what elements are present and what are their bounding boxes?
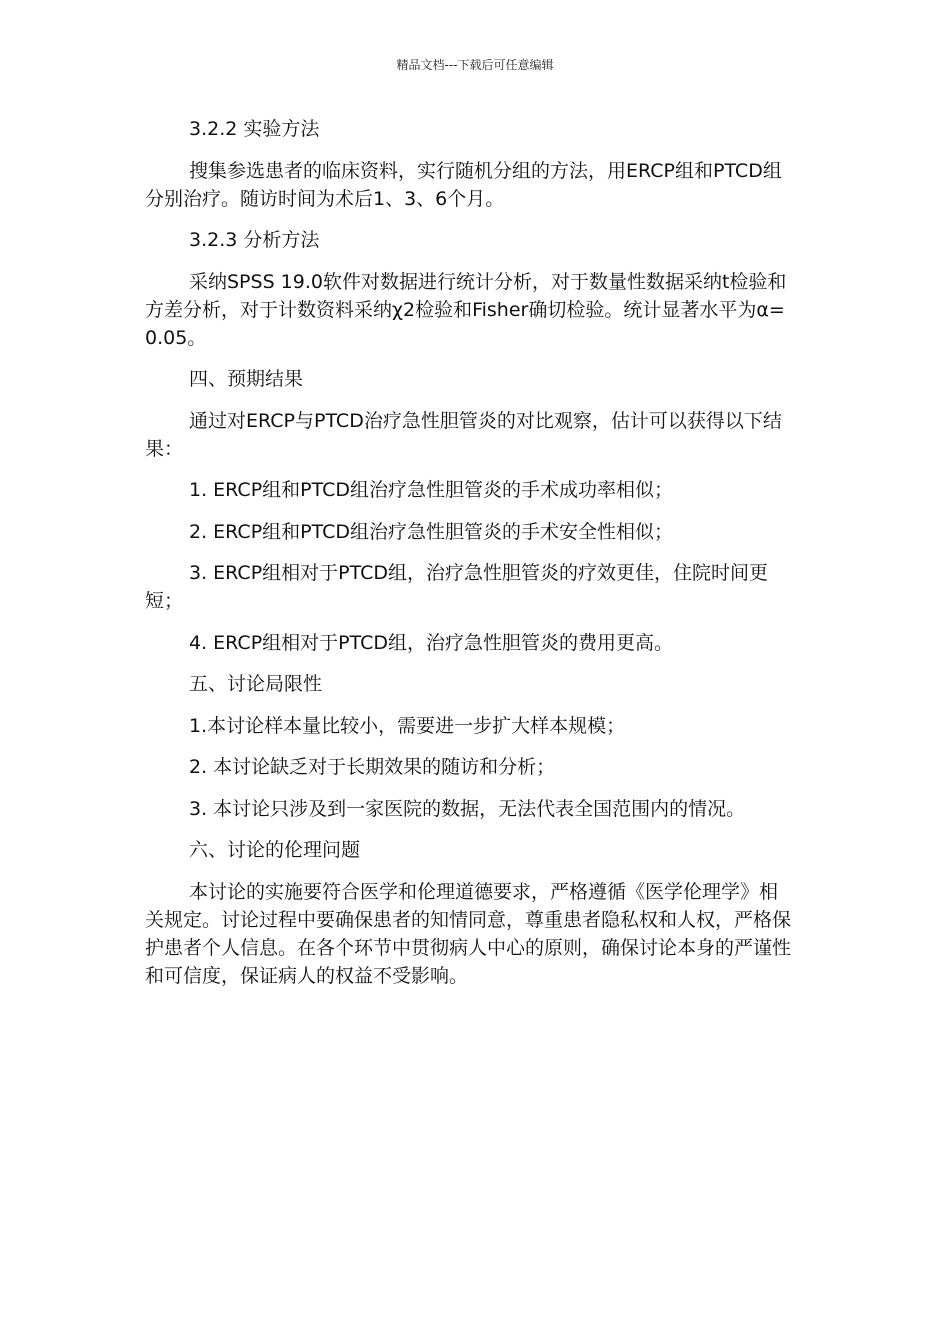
heading-ethics: 六、讨论的伦理问题 bbox=[189, 839, 361, 861]
list-item-result-3: 3. ERCP组相对于PTCD组，治疗急性胆管炎的疗效更佳，住院时间更短； bbox=[145, 562, 769, 612]
heading-expected-results: 四、预期结果 bbox=[189, 368, 304, 390]
list-item-result-2: 2. ERCP组和PTCD组治疗急性胆管炎的手术安全性相似； bbox=[189, 520, 674, 543]
heading-limitations: 五、讨论局限性 bbox=[189, 673, 323, 695]
heading-3-2-2: 3.2.2 实验方法 bbox=[189, 118, 320, 140]
paragraph-ethics: 本讨论的实施要符合医学和伦理道德要求，严格遵循《医学伦理学》相关规定。讨论过程中要确保患者的知情同意，尊重患者隐私权和人权，严格保护患者个人信息。在各个环节中贯彻病人中心的原则，确保讨论本身的严谨性和可信度，保证病人的权益不受影响。 bbox=[145, 880, 792, 987]
list-item-limitation-1: 1.本讨论样本量比较小，需要进一步扩大样本规模； bbox=[189, 714, 626, 737]
paragraph-results-intro: 通过对ERCP与PTCD治疗急性胆管炎的对比观察，估计可以获得以下结果： bbox=[145, 409, 782, 460]
page-header: 精品文档---下载后可任意编辑 bbox=[396, 58, 554, 72]
document-body bbox=[145, 115, 795, 1003]
list-item-result-4: 4. ERCP组相对于PTCD组，治疗急性胆管炎的费用更高。 bbox=[189, 631, 674, 654]
paragraph-analysis: 采纳SPSS 19.0软件对数据进行统计分析，对于数量性数据采纳t检验和方差分析，对于计数资料采纳χ2检验和Fisher确切检验。统计显著水平为α=0.05。 bbox=[145, 270, 787, 349]
list-item-result-1: 1. ERCP组和PTCD组治疗急性胆管炎的手术成功率相似； bbox=[189, 479, 674, 501]
paragraph-method: 搜集参选患者的临床资料，实行随机分组的方法，用ERCP组和PTCD组分别治疗。随访时间为术后1、3、6个月。 bbox=[145, 159, 782, 210]
list-item-limitation-2: 2. 本讨论缺乏对于长期效果的随访和分析； bbox=[189, 756, 556, 778]
heading-3-2-3: 3.2.3 分析方法 bbox=[189, 229, 320, 251]
list-item-limitation-3: 3. 本讨论只涉及到一家医院的数据，无法代表全国范围内的情况。 bbox=[189, 797, 746, 820]
